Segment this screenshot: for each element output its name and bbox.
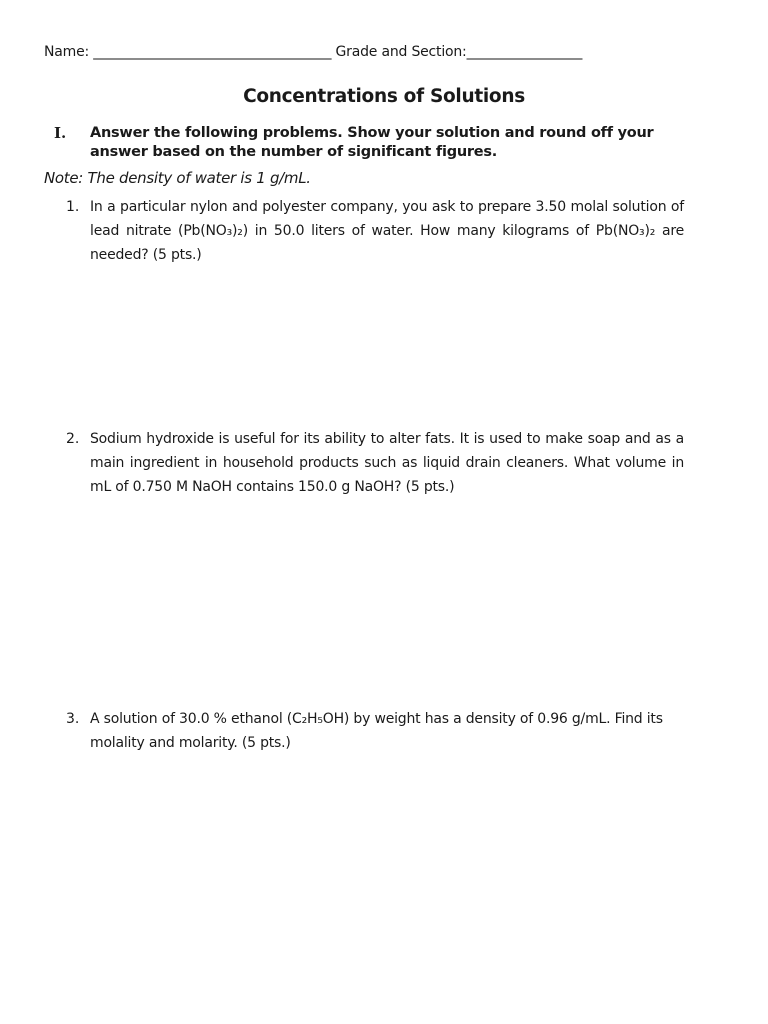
section-numeral: I. (54, 124, 67, 142)
density-note: Note: The density of water is 1 g/mL. (44, 169, 311, 187)
problem-text: In a particular nylon and polyester company, you ask to prepare 3.50 molal solution of lead nitrate (Pb(NO₃)₂) in 50.0 liters of water. How many kilograms of Pb(NO₃)₂ are needed? (5 pts.) (90, 199, 684, 263)
problem-number: 2. (66, 431, 80, 447)
problem-text: A solution of 30.0 % ethanol (C₂H₅OH) by weight has a density of 0.96 g/mL. Find its molality and molarity. (5 pts.) (90, 711, 663, 751)
worksheet-title: Concentrations of Solutions (243, 86, 525, 107)
name-grade-section-line: Name: ___________________________________ Grade and Section:_________________ (44, 44, 583, 60)
section-instructions-text: Answer the following problems. Show your solution and round off your answer based on the number of significant figures. (90, 125, 654, 160)
problem-text: Sodium hydroxide is useful for its ability to alter fats. It is used to make soap and as a main ingredient in household products such as liquid drain cleaners. What volume in mL of 0.750 M NaOH contains 150.0 g NaOH? (5 pts.) (90, 431, 684, 495)
problem-number: 1. (66, 199, 80, 215)
problem-number: 3. (66, 711, 80, 727)
